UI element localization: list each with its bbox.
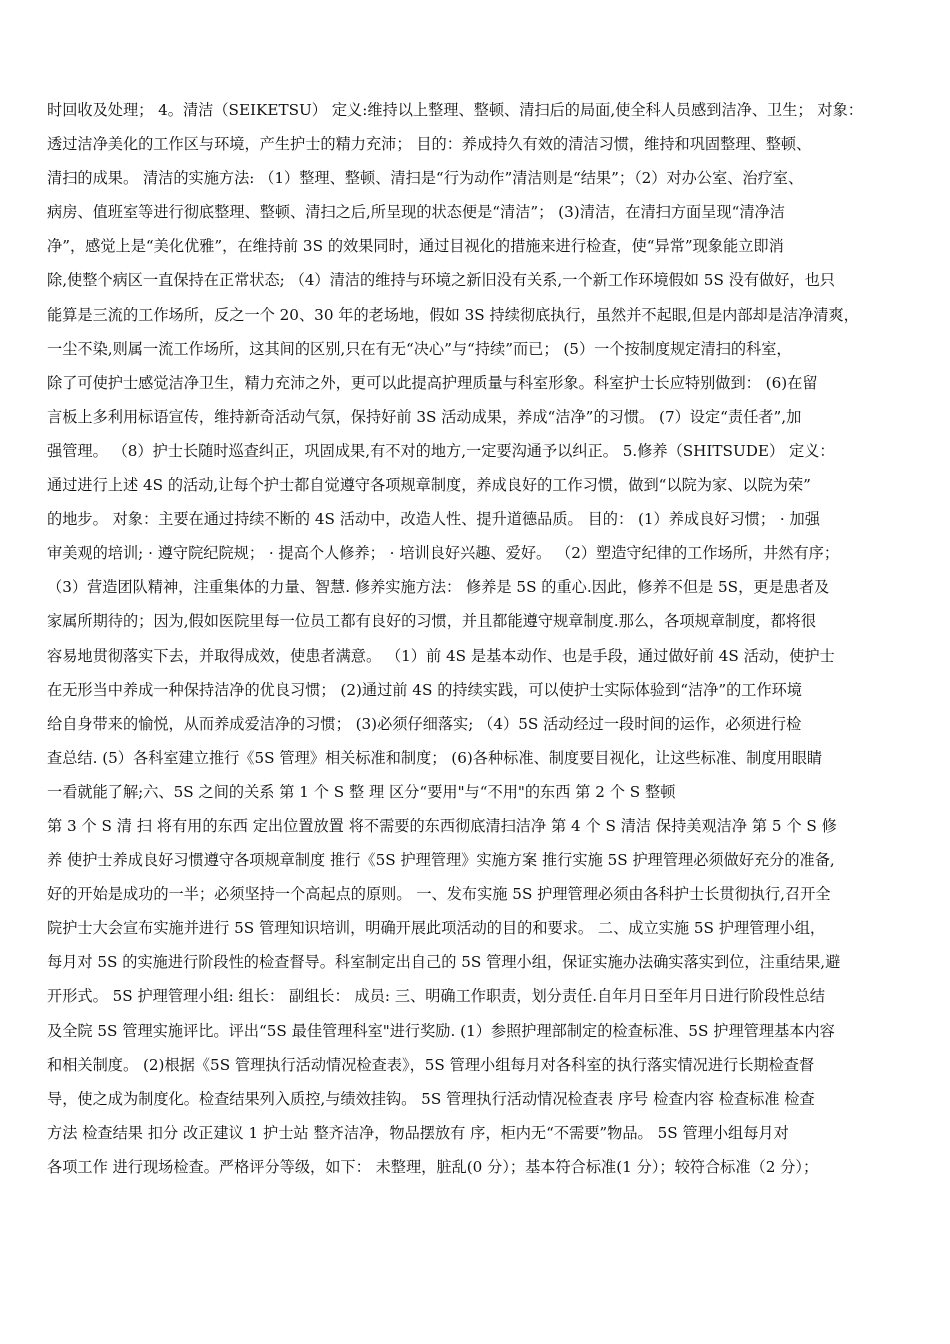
text-line: 净”，感觉上是“美化优雅”，在维持前 3S 的效果同时，通过目视化的措施来进行检查，使“异常”现象能立即消 [47, 237, 784, 256]
document-body [47, 93, 913, 1184]
text-line: 及全院 5S 管理实施评比。评出“5S 最佳管理科室"进行奖励. (1）参照护理部制定的检查标准、5S 护理管理基本内容 [47, 1021, 835, 1040]
text-line: 每月对 5S 的实施进行阶段性的检查督导。科室制定出自己的 5S 管理小组，保证实施办法确实落实到位，注重结果,避 [47, 953, 841, 972]
text-line: 家属所期待的；因为,假如医院里每一位员工都有良好的习惯，并且都能遵守规章制度.那么，各项规章制度，都将很 [47, 612, 817, 631]
text-line: 好的开始是成功的一半；必须坚持一个高起点的原则。 一、发布实施 5S 护理管理必须由各科护士长贯彻执行,召开全 [47, 885, 831, 904]
text-line: 除了可使护士感觉洁净卫生，精力充沛之外，更可以此提高护理质量与科室形象。科室护士长应特别做到： (6)在留 [47, 373, 818, 392]
text-line: 各项工作 进行现场检查。严格评分等级，如下： 未整理，脏乱(0 分）；基本符合标准(1 分）；较符合标准（2 分）； [47, 1157, 819, 1176]
text-line: 在无形当中养成一种保持洁净的优良习惯； (2)通过前 4S 的持续实践，可以使护士实际体验到“洁净”的工作环境 [47, 680, 803, 699]
text-line: 第 3 个 S 清 扫 将有用的东西 定出位置放置 将不需要的东西彻底清扫洁净 第 4 个 S 清洁 保持美观洁净 第 5 个 S 修 [47, 816, 837, 835]
text-line: 院护士大会宣布实施并进行 5S 管理知识培训，明确开展此项活动的目的和要求。 二、成立实施 5S 护理管理小组， [47, 919, 826, 938]
text-line: 通过进行上述 4S 的活动,让每个护士都自觉遵守各项规章制度，养成良好的工作习惯，做到“以院为家、以院为荣” [47, 476, 811, 495]
text-line: 除,使整个病区一直保持在正常状态; （4）清洁的维持与环境之新旧没有关系,一个新工作环境假如 5S 没有做好，也只 [47, 271, 835, 290]
text-line: 能算是三流的工作场所，反之一个 20、30 年的老场地，假如 3S 持续彻底执行，虽然并不起眼,但是内部却是洁净清爽， [47, 305, 859, 324]
text-line: 清扫的成果。 清洁的实施方法: （1）整理、整顿、清扫是“行为动作”清洁则是“结果”；（2）对办公室、治疗室、 [47, 169, 804, 188]
text-line: 一尘不染,则属一流工作场所，这其间的区别,只在有无“决心”与“持续”而已； (5）一个按制度规定清扫的科室， [47, 339, 792, 358]
text-line: 一看就能了解;六、5S 之间的关系 第 1 个 S 整 理 区分“要用"与“不用"的东西 第 2 个 S 整顿 [47, 782, 676, 801]
text-line: 导，使之成为制度化。检查结果列入质控,与绩效挂钩。 5S 管理执行活动情况检查表 序号 检查内容 检查标准 检查 [47, 1089, 815, 1108]
text-line: 方法 检查结果 扣分 改正建议 1 护士站 整齐洁净，物品摆放有 序，柜内无“不需要”物品。 5S 管理小组每月对 [47, 1123, 789, 1142]
text-line: 容易地贯彻落实下去，并取得成效，使患者满意。 （1）前 4S 是基本动作、也是手段，通过做好前 4S 活动，使护士 [47, 646, 835, 665]
text-line: 给自身带来的愉悦，从而养成爱洁净的习惯； (3)必须仔细落实; （4）5S 活动经过一段时间的运作，必须进行检 [47, 714, 802, 733]
text-line: 和相关制度。 (2)根据《5S 管理执行活动情况检查表》，5S 管理小组每月对各科室的执行落实情况进行长期检查督 [47, 1055, 815, 1074]
text-line: 病房、值班室等进行彻底整理、整顿、清扫之后,所呈现的状态便是“清洁”； (3)清洁，在清扫方面呈现“清净洁 [47, 203, 785, 222]
text-line: 透过洁净美化的工作区与环境，产生护士的精力充沛； 目的：养成持久有效的清洁习惯，维持和巩固整理、整顿、 [47, 135, 812, 154]
text-line: 言板上多利用标语宣传，维持新奇活动气氛，保持好前 3S 活动成果，养成“洁净”的习惯。 (7）设定“责任者”,加 [47, 407, 802, 426]
text-line: 养 使护士养成良好习惯遵守各项规章制度 推行《5S 护理管理》实施方案 推行实施 5S 护理管理必须做好充分的准备, [47, 851, 835, 870]
text-line: 开形式。 5S 护理管理小组: 组长： 副组长： 成员: 三、明确工作职责，划分责任.自年月日至年月日进行阶段性总结 [47, 987, 825, 1006]
text-line: （3）营造团队精神，注重集体的力量、智慧. 修养实施方法： 修养是 5S 的重心.因此，修养不但是 5S，更是患者及 [47, 578, 830, 597]
text-line: 强管理。 （8）护士长随时巡查纠正，巩固成果,有不对的地方,一定要沟通予以纠正。 5.修养（SHITSUDE） 定义： [47, 441, 835, 460]
text-line: 时回收及处理； 4。清洁（SEIKETSU） 定义:维持以上整理、整顿、清扫后的局面,使全科人员感到洁净、卫生； 对象： [47, 101, 863, 119]
text-line: 审美观的培训; · 遵守院纪院规； · 提高个人修养； · 培训良好兴趣、爱好。 （2）塑造守纪律的工作场所，井然有序； [47, 544, 840, 563]
text-line: 查总结. (5）各科室建立推行《5S 管理》相关标准和制度； (6)各种标准、制度要目视化，让这些标准、制度用眼睛 [47, 748, 823, 767]
text-line: 的地步。 对象：主要在通过持续不断的 4S 活动中，改造人性、提升道德品质。 目的： (1）养成良好习惯； · 加强 [47, 510, 820, 529]
